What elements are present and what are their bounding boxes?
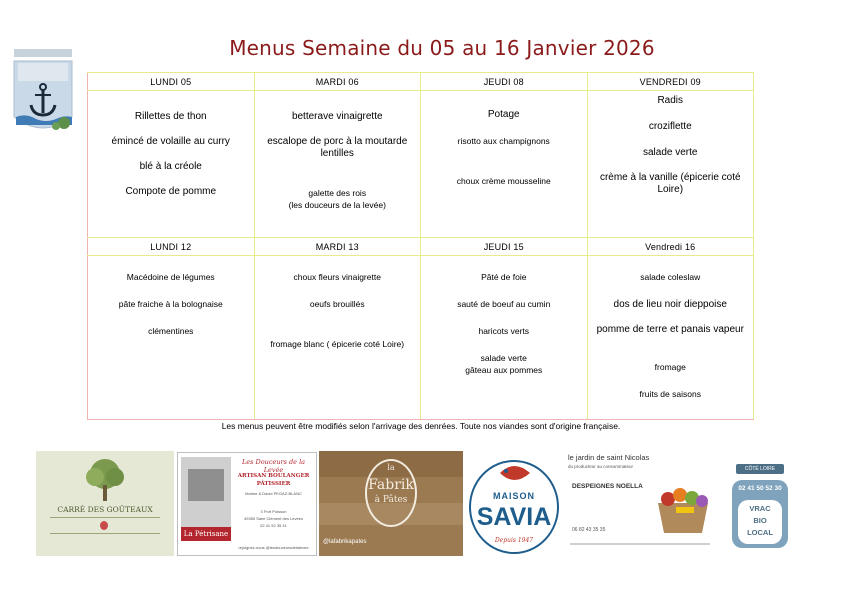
dish: haricots verts <box>478 326 530 336</box>
day-header: VENDREDI 09 <box>587 73 754 91</box>
dish: Macédoine de légumes <box>126 272 215 282</box>
day-header: LUNDI 05 <box>88 73 255 91</box>
menu-cell-jeudi-08 <box>421 91 588 238</box>
carre-name: CARRÉ DES GOÛTEAUX <box>57 505 153 514</box>
dish: Pâté de foie <box>481 272 527 282</box>
jardin-sub: du producteur au consommateur <box>568 464 634 469</box>
carre-des-gouteaux-logo <box>36 451 174 556</box>
menu-table <box>87 72 754 420</box>
petrisane-brand: La Pétrisane <box>181 527 231 541</box>
dish: pomme de terre et panais vapeur <box>596 324 744 335</box>
dish-note: (les douceurs de la levée) <box>288 200 386 210</box>
day-header: Vendredi 16 <box>587 238 754 256</box>
menu-cell-lundi-05 <box>88 91 255 238</box>
dish: risotto aux champignons <box>457 136 550 146</box>
dish: choux crème mousseline <box>456 176 551 186</box>
fish-icon <box>500 466 530 480</box>
dish: Potage <box>487 109 520 120</box>
dish: galette des rois <box>308 188 367 198</box>
menu-cell-mardi-13 <box>254 256 421 420</box>
vrac-phone: 02 41 50 52 30 <box>738 485 782 492</box>
day-header: JEUDI 15 <box>421 238 588 256</box>
vrac-l1: VRAC <box>749 504 771 513</box>
menu-cell-vendredi-09 <box>587 91 754 238</box>
jardin-saint-nicolas-logo <box>566 451 714 556</box>
dish: salade coleslaw <box>640 272 701 282</box>
tree-icon <box>80 457 130 503</box>
vrac-top: CÔTÉ LOIRE <box>736 464 784 474</box>
petrisane-city: 49350 Saint Clément des Levées <box>244 516 303 521</box>
maison-savia-logo <box>466 453 562 556</box>
fabrik-name1: Fabrik <box>368 477 414 493</box>
menu-cell-jeudi-15 <box>421 256 588 420</box>
fabrik-a-pates-logo <box>319 451 463 556</box>
dish: betterave vinaigrette <box>291 111 383 122</box>
jardin-name: DESPEIGNES NOELLA <box>572 483 643 490</box>
apple-icon <box>100 521 108 530</box>
petrisane-line1: ARTISAN BOULANGER <box>237 473 310 479</box>
petrisane-owners: Marine & David PEGAZ-BLANC <box>245 491 302 496</box>
savia-name: SAVIA <box>476 503 552 531</box>
petrisane-phone: 02 41 52 35 41 <box>260 523 287 528</box>
petrisane-line2: PÂTISSIER <box>256 481 291 487</box>
menu-cell-vendredi-16 <box>587 256 754 420</box>
savia-maison: MAISON <box>493 491 535 501</box>
dish: Rillettes de thon <box>134 111 207 122</box>
day-header: MARDI 13 <box>254 238 421 256</box>
dish: blé à la créole <box>139 161 202 172</box>
town-crest-logo <box>12 47 74 139</box>
dish: oeufs brouillés <box>309 299 365 309</box>
dish: croziflette <box>648 121 692 132</box>
day-header: MARDI 06 <box>254 73 421 91</box>
menu-cell-mardi-06 <box>254 91 421 238</box>
vrac-l3: LOCAL <box>747 528 773 537</box>
la-petrisane-logo <box>177 452 317 556</box>
menu-disclaimer: Les menus peuvent être modifiés selon l'arrivage des denrées. Toute nos viandes sont d'origine française. <box>221 421 621 431</box>
dish: sauté de boeuf au cumin <box>457 299 551 309</box>
fabrik-name2: à Pâtes <box>374 495 408 505</box>
dish: fruits de saisons <box>639 389 701 399</box>
savia-since: Depuis 1947 <box>494 537 534 544</box>
jardin-title: le jardin de saint Nicolas <box>568 453 650 462</box>
fabrik-social: @lafabrikapates <box>323 539 367 545</box>
dish: gâteau aux pommes <box>465 365 543 375</box>
dish: émincé de volaille au curry <box>111 136 230 147</box>
dish: pâte fraiche à la bolognaise <box>118 299 223 309</box>
dish: clémentines <box>148 326 194 336</box>
jardin-phone: 06 82 43 35 35 <box>572 527 606 533</box>
menu-cell-lundi-12 <box>88 256 255 420</box>
vegetable-basket-icon <box>654 481 712 535</box>
dish: fromage <box>654 362 686 372</box>
petrisane-social: rejoignez-nous @lesdouceursdelalevee <box>238 545 309 550</box>
dish: salade verte <box>480 353 527 363</box>
petrisane-address: 3 Port Poisson <box>260 509 287 514</box>
day-header: JEUDI 08 <box>421 73 588 91</box>
dish: Compote de pomme <box>125 186 217 197</box>
dish: escalope de porc à la moutarde lentilles <box>267 136 408 159</box>
dish: crème à la vanille (épicerie coté Loire) <box>599 172 741 195</box>
dish: fromage blanc ( épicerie coté Loire) <box>270 339 405 349</box>
dish: Radis <box>657 95 684 106</box>
vrac-bio-local-logo <box>730 458 790 550</box>
page-title: Menus Semaine du 05 au 16 Janvier 2026 <box>229 36 655 60</box>
dish: dos de lieu noir dieppoise <box>613 299 727 310</box>
fabrik-la: la <box>387 463 395 472</box>
dish: salade verte <box>643 147 698 158</box>
dish: choux fleurs vinaigrette <box>293 272 381 282</box>
petrisane-script: Les Douceurs de la Levée <box>241 458 306 474</box>
day-header: LUNDI 12 <box>88 238 255 256</box>
vrac-l2: BIO <box>753 516 767 525</box>
